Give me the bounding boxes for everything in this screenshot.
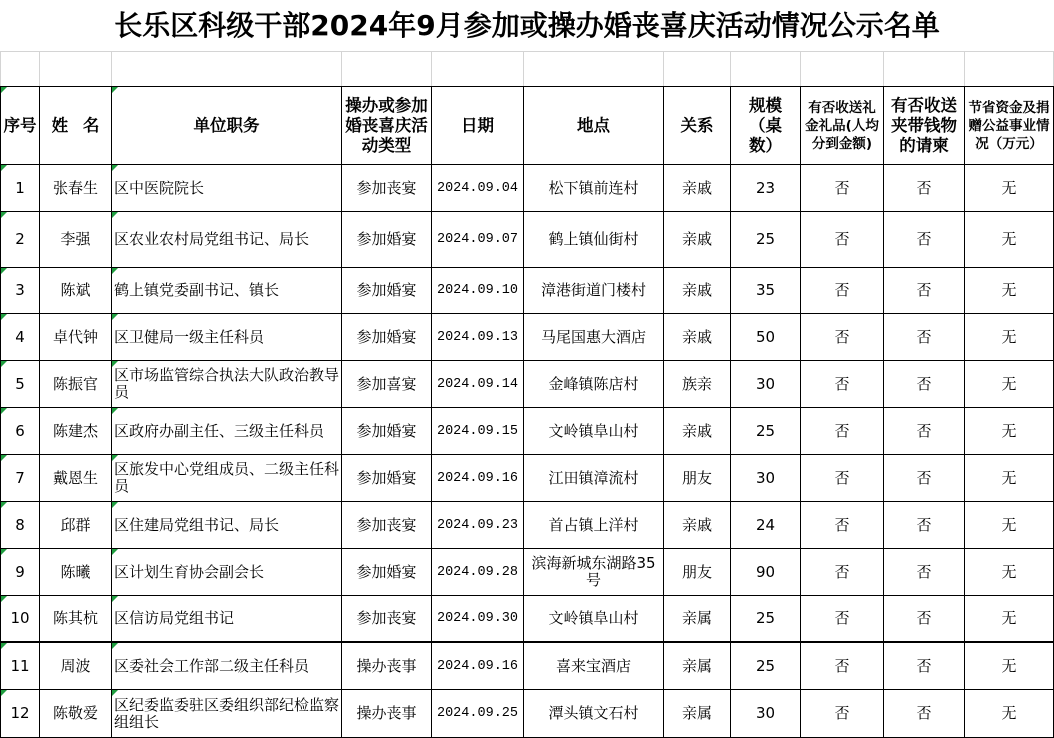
location-cell: 松下镇前连村	[524, 165, 664, 212]
position-cell: 区中医院院长	[112, 165, 342, 212]
position-cell: 区政府办副主任、三级主任科员	[112, 408, 342, 455]
activity-type-cell: 参加婚宴	[342, 455, 432, 502]
date-cell: 2024.09.30	[432, 596, 524, 643]
blank-cell	[40, 52, 112, 86]
position-cell: 区信访局党组书记	[112, 596, 342, 643]
row-number-cell: 11	[0, 643, 40, 690]
scale-cell: 25	[731, 408, 801, 455]
activity-type-cell: 参加丧宴	[342, 502, 432, 549]
name-cell: 戴恩生	[40, 455, 112, 502]
row-number-cell: 7	[0, 455, 40, 502]
invitation-cell: 否	[884, 268, 965, 314]
invitation-cell: 否	[884, 643, 965, 690]
relation-cell: 亲戚	[664, 165, 731, 212]
scale-cell: 25	[731, 596, 801, 643]
header-activity-type: 操办或参加婚丧喜庆活动类型	[342, 86, 432, 165]
location-cell: 漳港街道门楼村	[524, 268, 664, 314]
savings-cell: 无	[965, 268, 1054, 314]
relation-cell: 亲属	[664, 690, 731, 738]
activity-type-cell: 参加丧宴	[342, 165, 432, 212]
location-cell: 首占镇上洋村	[524, 502, 664, 549]
name-cell: 陈建杰	[40, 408, 112, 455]
scale-cell: 24	[731, 502, 801, 549]
activity-type-cell: 参加婚宴	[342, 268, 432, 314]
relation-cell: 朋友	[664, 549, 731, 596]
invitation-cell: 否	[884, 455, 965, 502]
activity-type-cell: 参加婚宴	[342, 314, 432, 361]
invitation-cell: 否	[884, 502, 965, 549]
date-cell: 2024.09.28	[432, 549, 524, 596]
savings-cell: 无	[965, 643, 1054, 690]
row-number-cell: 3	[0, 268, 40, 314]
invitation-cell: 否	[884, 361, 965, 408]
relation-cell: 亲属	[664, 643, 731, 690]
relation-cell: 亲戚	[664, 408, 731, 455]
savings-cell: 无	[965, 502, 1054, 549]
position-cell: 鹤上镇党委副书记、镇长	[112, 268, 342, 314]
scale-cell: 30	[731, 455, 801, 502]
row-number-cell: 4	[0, 314, 40, 361]
row-number-cell: 10	[0, 596, 40, 643]
scale-cell: 90	[731, 549, 801, 596]
header-location: 地点	[524, 86, 664, 165]
date-cell: 2024.09.14	[432, 361, 524, 408]
scale-cell: 23	[731, 165, 801, 212]
scale-cell: 50	[731, 314, 801, 361]
disclosure-table	[0, 86, 1054, 738]
relation-cell: 亲戚	[664, 268, 731, 314]
location-cell: 文岭镇阜山村	[524, 408, 664, 455]
location-cell: 潭头镇文石村	[524, 690, 664, 738]
position-cell: 区农业农村局党组书记、局长	[112, 212, 342, 268]
row-number-cell: 9	[0, 549, 40, 596]
name-cell: 陈振官	[40, 361, 112, 408]
header-scale: 规模（桌数）	[731, 86, 801, 165]
activity-type-cell: 操办丧事	[342, 643, 432, 690]
location-cell: 文岭镇阜山村	[524, 596, 664, 643]
row-number-cell: 1	[0, 165, 40, 212]
gift-cell: 否	[801, 165, 884, 212]
activity-type-cell: 操办丧事	[342, 690, 432, 738]
blank-cell	[0, 52, 40, 86]
position-cell: 区住建局党组书记、局长	[112, 502, 342, 549]
location-cell: 鹤上镇仙街村	[524, 212, 664, 268]
gift-cell: 否	[801, 596, 884, 643]
title-row	[0, 0, 1054, 52]
relation-cell: 亲戚	[664, 502, 731, 549]
blank-cell	[524, 52, 664, 86]
header-row-number: 序号	[0, 86, 40, 165]
page-title: 长乐区科级干部2024年9月参加或操办婚丧喜庆活动情况公示名单	[114, 8, 940, 42]
relation-cell: 亲属	[664, 596, 731, 643]
blank-cell	[801, 52, 884, 86]
savings-cell: 无	[965, 165, 1054, 212]
location-cell: 喜来宝酒店	[524, 643, 664, 690]
savings-cell: 无	[965, 212, 1054, 268]
position-cell: 区计划生育协会副会长	[112, 549, 342, 596]
date-cell: 2024.09.04	[432, 165, 524, 212]
relation-cell: 朋友	[664, 455, 731, 502]
blank-cell	[965, 52, 1054, 86]
relation-cell: 亲戚	[664, 314, 731, 361]
header-name: 姓 名	[40, 86, 112, 165]
blank-cell	[884, 52, 965, 86]
invitation-cell: 否	[884, 165, 965, 212]
invitation-cell: 否	[884, 690, 965, 738]
invitation-cell: 否	[884, 314, 965, 361]
header-relation: 关系	[664, 86, 731, 165]
date-cell: 2024.09.13	[432, 314, 524, 361]
name-cell: 卓代钟	[40, 314, 112, 361]
blank-cell	[112, 52, 342, 86]
scale-cell: 30	[731, 690, 801, 738]
scale-cell: 25	[731, 212, 801, 268]
date-cell: 2024.09.15	[432, 408, 524, 455]
blank-cell	[731, 52, 801, 86]
header-invitation: 有否收送夹带钱物的请柬	[884, 86, 965, 165]
activity-type-cell: 参加婚宴	[342, 408, 432, 455]
blank-cell	[432, 52, 524, 86]
gift-cell: 否	[801, 455, 884, 502]
header-date: 日期	[432, 86, 524, 165]
blank-cell	[664, 52, 731, 86]
gift-cell: 否	[801, 408, 884, 455]
header-savings: 节省资金及捐赠公益事业情况（万元）	[965, 86, 1054, 165]
relation-cell: 亲戚	[664, 212, 731, 268]
location-cell: 江田镇漳流村	[524, 455, 664, 502]
savings-cell: 无	[965, 408, 1054, 455]
gift-cell: 否	[801, 268, 884, 314]
invitation-cell: 否	[884, 596, 965, 643]
location-cell: 金峰镇陈店村	[524, 361, 664, 408]
position-cell: 区市场监管综合执法大队政治教导员	[112, 361, 342, 408]
scale-cell: 35	[731, 268, 801, 314]
savings-cell: 无	[965, 690, 1054, 738]
activity-type-cell: 参加喜宴	[342, 361, 432, 408]
header-position: 单位职务	[112, 86, 342, 165]
position-cell: 区卫健局一级主任科员	[112, 314, 342, 361]
header-gift: 有否收送礼金礼品(人均分到金额)	[801, 86, 884, 165]
date-cell: 2024.09.16	[432, 455, 524, 502]
invitation-cell: 否	[884, 408, 965, 455]
name-cell: 李强	[40, 212, 112, 268]
row-number-cell: 8	[0, 502, 40, 549]
name-cell: 邱群	[40, 502, 112, 549]
invitation-cell: 否	[884, 212, 965, 268]
savings-cell: 无	[965, 361, 1054, 408]
activity-type-cell: 参加婚宴	[342, 212, 432, 268]
date-cell: 2024.09.23	[432, 502, 524, 549]
invitation-cell: 否	[884, 549, 965, 596]
date-cell: 2024.09.07	[432, 212, 524, 268]
name-cell: 陈敬爱	[40, 690, 112, 738]
savings-cell: 无	[965, 455, 1054, 502]
location-cell: 马尾国惠大酒店	[524, 314, 664, 361]
date-cell: 2024.09.25	[432, 690, 524, 738]
activity-type-cell: 参加婚宴	[342, 549, 432, 596]
date-cell: 2024.09.10	[432, 268, 524, 314]
gift-cell: 否	[801, 314, 884, 361]
blank-row	[0, 52, 1054, 86]
date-cell: 2024.09.16	[432, 643, 524, 690]
blank-cell	[342, 52, 432, 86]
savings-cell: 无	[965, 314, 1054, 361]
gift-cell: 否	[801, 212, 884, 268]
activity-type-cell: 参加丧宴	[342, 596, 432, 643]
position-cell: 区委社会工作部二级主任科员	[112, 643, 342, 690]
name-cell: 张春生	[40, 165, 112, 212]
row-number-cell: 6	[0, 408, 40, 455]
location-cell: 滨海新城东湖路35号	[524, 549, 664, 596]
gift-cell: 否	[801, 690, 884, 738]
position-cell: 区旅发中心党组成员、二级主任科员	[112, 455, 342, 502]
row-number-cell: 5	[0, 361, 40, 408]
row-number-cell: 12	[0, 690, 40, 738]
savings-cell: 无	[965, 549, 1054, 596]
scale-cell: 30	[731, 361, 801, 408]
gift-cell: 否	[801, 502, 884, 549]
gift-cell: 否	[801, 549, 884, 596]
name-cell: 陈其杭	[40, 596, 112, 643]
row-number-cell: 2	[0, 212, 40, 268]
savings-cell: 无	[965, 596, 1054, 643]
gift-cell: 否	[801, 643, 884, 690]
name-cell: 陈斌	[40, 268, 112, 314]
name-cell: 周波	[40, 643, 112, 690]
relation-cell: 族亲	[664, 361, 731, 408]
name-cell: 陈曦	[40, 549, 112, 596]
position-cell: 区纪委监委驻区委组织部纪检监察组组长	[112, 690, 342, 738]
gift-cell: 否	[801, 361, 884, 408]
scale-cell: 25	[731, 643, 801, 690]
